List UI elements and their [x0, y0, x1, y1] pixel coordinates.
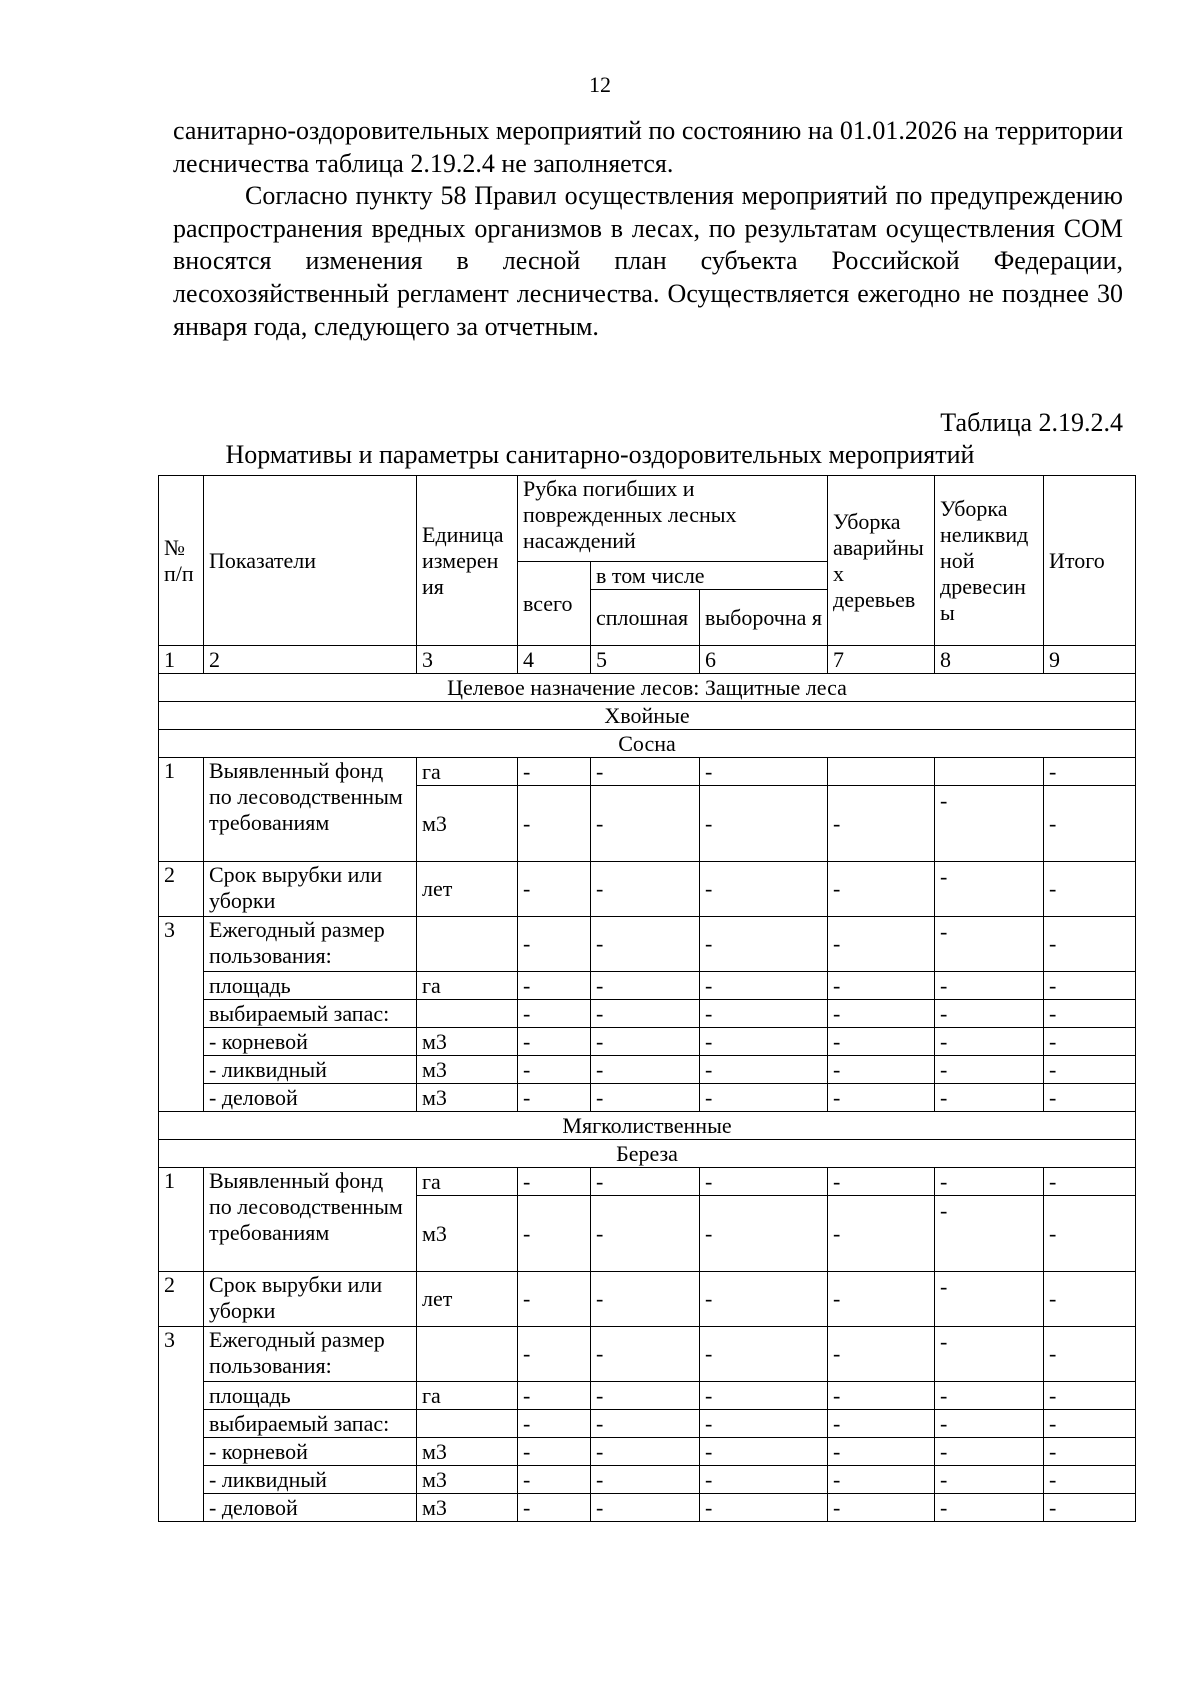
cell-value: - [518, 1410, 591, 1438]
species-title: Береза [159, 1140, 1136, 1168]
cell-value: - [935, 972, 1044, 1000]
column-numbers-row [159, 646, 1136, 674]
body-text [173, 115, 1123, 343]
cell-value: - [591, 786, 700, 862]
cell-empty [417, 1000, 518, 1028]
column-number: 9 [1044, 646, 1136, 674]
norms-table [158, 475, 1136, 1522]
row-label: Выявленный фонд по лесоводственным требованиям [204, 758, 417, 862]
cell-value: - [591, 758, 700, 786]
row-label: - деловой [204, 1084, 417, 1112]
row-unit: лет [417, 862, 518, 917]
cell-value: - [591, 1168, 700, 1196]
cell-value: - [828, 1196, 935, 1272]
page-number: 12 [589, 72, 611, 97]
cell-value: - [828, 1438, 935, 1466]
row-label: Ежегодный размер пользования: [204, 1327, 417, 1382]
cell-value: - [935, 1410, 1044, 1438]
header-num: № п/п [159, 476, 204, 646]
cell-value: - [700, 1056, 828, 1084]
cell-value: - [591, 1438, 700, 1466]
cell-value: - [935, 1494, 1044, 1522]
cell-value: - [591, 1466, 700, 1494]
cell-empty [417, 917, 518, 972]
cell-value: - [700, 1000, 828, 1028]
cell-value: - [700, 1410, 828, 1438]
cell-value: - [935, 1196, 1044, 1272]
species-title: Сосна [159, 730, 1136, 758]
row-label: Срок вырубки или уборки [204, 862, 417, 917]
cell-value: - [935, 917, 1044, 972]
header-total: Итого [1044, 476, 1136, 646]
row-unit: м3 [417, 1196, 518, 1272]
cell-value: - [935, 1000, 1044, 1028]
cell-value: - [700, 786, 828, 862]
cell-value: - [591, 972, 700, 1000]
cell-value: - [591, 1084, 700, 1112]
cell-value: - [700, 1272, 828, 1327]
cell-value: - [828, 1494, 935, 1522]
cell-value: - [518, 1466, 591, 1494]
cell-value: - [518, 1056, 591, 1084]
cell-value: - [591, 862, 700, 917]
row-unit: га [417, 1382, 518, 1410]
column-number: 6 [700, 646, 828, 674]
row-num: 3 [159, 1327, 204, 1522]
header-emergency: Уборка аварийны х деревьев [828, 476, 935, 646]
row-num: 2 [159, 1272, 204, 1327]
cell-value: - [935, 1056, 1044, 1084]
cell-value: - [935, 1272, 1044, 1327]
row-num: 2 [159, 862, 204, 917]
cell-value: - [591, 1000, 700, 1028]
cell-value: - [700, 972, 828, 1000]
cell-value: - [1044, 1196, 1136, 1272]
cell-value: - [700, 1028, 828, 1056]
cell-value: - [935, 1382, 1044, 1410]
cell-value: - [935, 1438, 1044, 1466]
cell-empty [417, 1410, 518, 1438]
cell-value: - [1044, 1272, 1136, 1327]
cell-value: - [828, 1410, 935, 1438]
group-title: Мягколиственные [159, 1112, 1136, 1140]
column-number: 3 [417, 646, 518, 674]
cell-value: - [935, 862, 1044, 917]
cell-value: - [1044, 1084, 1136, 1112]
cell-value: - [591, 1494, 700, 1522]
paragraph-1: санитарно-оздоровительных мероприятий по состоянию на 01.01.2026 на территории лесничества таблица 2.19.2.4 не заполняется. [173, 116, 1123, 178]
cell-value: - [1044, 1382, 1136, 1410]
cell-value: - [828, 1272, 935, 1327]
cell-value: - [700, 1084, 828, 1112]
cell-value: - [1044, 1466, 1136, 1494]
cell-value: - [935, 1084, 1044, 1112]
cell-value: - [518, 1272, 591, 1327]
row-unit: м3 [417, 1466, 518, 1494]
row-label: - корневой [204, 1438, 417, 1466]
cell-value: - [700, 1327, 828, 1382]
header-clear: сплошная [591, 590, 700, 646]
cell-value: - [1044, 1000, 1136, 1028]
cell-value: - [700, 1494, 828, 1522]
cell-value: - [700, 1196, 828, 1272]
cell-value: - [828, 1056, 935, 1084]
cell-value: - [828, 1382, 935, 1410]
header-including: в том числе [591, 562, 828, 590]
cell-value: - [518, 1196, 591, 1272]
cell-value: - [518, 1000, 591, 1028]
column-number: 5 [591, 646, 700, 674]
cell-value: - [518, 1168, 591, 1196]
cell-value: - [591, 1272, 700, 1327]
table-title: Нормативы и параметры санитарно-оздоровительных мероприятий [225, 440, 975, 469]
cell-value: - [700, 1382, 828, 1410]
row-label: выбираемый запас: [204, 1410, 417, 1438]
cell-value: - [591, 1410, 700, 1438]
cell-value: - [828, 1000, 935, 1028]
table-caption: Таблица 2.19.2.4 [940, 408, 1123, 437]
group-title: Хвойные [159, 702, 1136, 730]
cell-value: - [1044, 1168, 1136, 1196]
cell-value: - [1044, 862, 1136, 917]
header-indicators: Показатели [204, 476, 417, 646]
row-num: 3 [159, 917, 204, 1112]
cell-value: - [1044, 1028, 1136, 1056]
header-unit: Единица измерен ия [417, 476, 518, 646]
header-illiquid: Уборка неликвид ной древесин ы [935, 476, 1044, 646]
column-number: 8 [935, 646, 1044, 674]
cell-value: - [1044, 1056, 1136, 1084]
cell-empty [935, 758, 1044, 786]
section-title: Целевое назначение лесов: Защитные леса [159, 674, 1136, 702]
cell-value: - [700, 758, 828, 786]
cell-value: - [935, 1168, 1044, 1196]
cell-value: - [935, 786, 1044, 862]
cell-value: - [828, 862, 935, 917]
cell-value: - [700, 1438, 828, 1466]
row-unit: га [417, 972, 518, 1000]
row-unit: м3 [417, 1494, 518, 1522]
cell-value: - [935, 1028, 1044, 1056]
cell-value: - [700, 862, 828, 917]
cell-empty [828, 758, 935, 786]
cell-value: - [828, 972, 935, 1000]
header-total-cut: всего [518, 562, 591, 646]
cell-value: - [518, 1382, 591, 1410]
column-number: 2 [204, 646, 417, 674]
row-unit: м3 [417, 1056, 518, 1084]
cell-value: - [518, 1028, 591, 1056]
column-number: 4 [518, 646, 591, 674]
row-label: выбираемый запас: [204, 1000, 417, 1028]
cell-value: - [935, 1327, 1044, 1382]
cell-value: - [591, 1028, 700, 1056]
cell-value: - [828, 1084, 935, 1112]
cell-value: - [700, 917, 828, 972]
cell-empty [417, 1327, 518, 1382]
row-num: 1 [159, 1168, 204, 1272]
row-unit: м3 [417, 786, 518, 862]
cell-value: - [1044, 1410, 1136, 1438]
cell-value: - [1044, 1327, 1136, 1382]
cell-value: - [935, 1466, 1044, 1494]
row-unit: м3 [417, 1084, 518, 1112]
cell-value: - [591, 1327, 700, 1382]
cell-value: - [518, 972, 591, 1000]
row-label: Выявленный фонд по лесоводственным требованиям [204, 1168, 417, 1272]
row-label: площадь [204, 1382, 417, 1410]
cell-value: - [828, 1327, 935, 1382]
cell-value: - [1044, 1494, 1136, 1522]
cell-value: - [591, 1056, 700, 1084]
column-number: 1 [159, 646, 204, 674]
row-label: - корневой [204, 1028, 417, 1056]
row-label: - ликвидный [204, 1466, 417, 1494]
cell-value: - [518, 917, 591, 972]
cell-value: - [828, 786, 935, 862]
cell-value: - [828, 1028, 935, 1056]
row-label: - ликвидный [204, 1056, 417, 1084]
cell-value: - [1044, 972, 1136, 1000]
row-label: - деловой [204, 1494, 417, 1522]
cell-value: - [518, 862, 591, 917]
row-label: площадь [204, 972, 417, 1000]
cell-value: - [1044, 917, 1136, 972]
cell-value: - [828, 1168, 935, 1196]
cell-value: - [1044, 758, 1136, 786]
cell-value: - [591, 917, 700, 972]
cell-value: - [1044, 786, 1136, 862]
cell-value: - [518, 786, 591, 862]
row-unit: м3 [417, 1438, 518, 1466]
cell-value: - [518, 758, 591, 786]
row-unit: м3 [417, 1028, 518, 1056]
column-number: 7 [828, 646, 935, 674]
cell-value: - [518, 1494, 591, 1522]
row-label: Ежегодный размер пользования: [204, 917, 417, 972]
cell-value: - [518, 1084, 591, 1112]
row-unit: лет [417, 1272, 518, 1327]
cell-value: - [591, 1196, 700, 1272]
cell-value: - [518, 1438, 591, 1466]
cell-value: - [828, 1466, 935, 1494]
cell-value: - [700, 1168, 828, 1196]
header-selective: выборочна я [700, 590, 828, 646]
cell-value: - [700, 1466, 828, 1494]
header-cutting: Рубка погибших и поврежденных лесных насаждений [518, 476, 828, 562]
cell-value: - [828, 917, 935, 972]
row-num: 1 [159, 758, 204, 862]
row-unit: га [417, 758, 518, 786]
cell-value: - [518, 1327, 591, 1382]
cell-value: - [591, 1382, 700, 1410]
paragraph-2: Согласно пункту 58 Правил осуществления мероприятий по предупреждению распространения вредных организмов в лесах, по результатам осуществления СОМ вносятся изменения в лесной план субъекта Российской Федерации, лесохозяйственный регламент лесничества. Осуществляется ежегодно не позднее 30 января года, следующего за отчетным. [173, 181, 1123, 341]
cell-value: - [1044, 1438, 1136, 1466]
row-label: Срок вырубки или уборки [204, 1272, 417, 1327]
row-unit: га [417, 1168, 518, 1196]
